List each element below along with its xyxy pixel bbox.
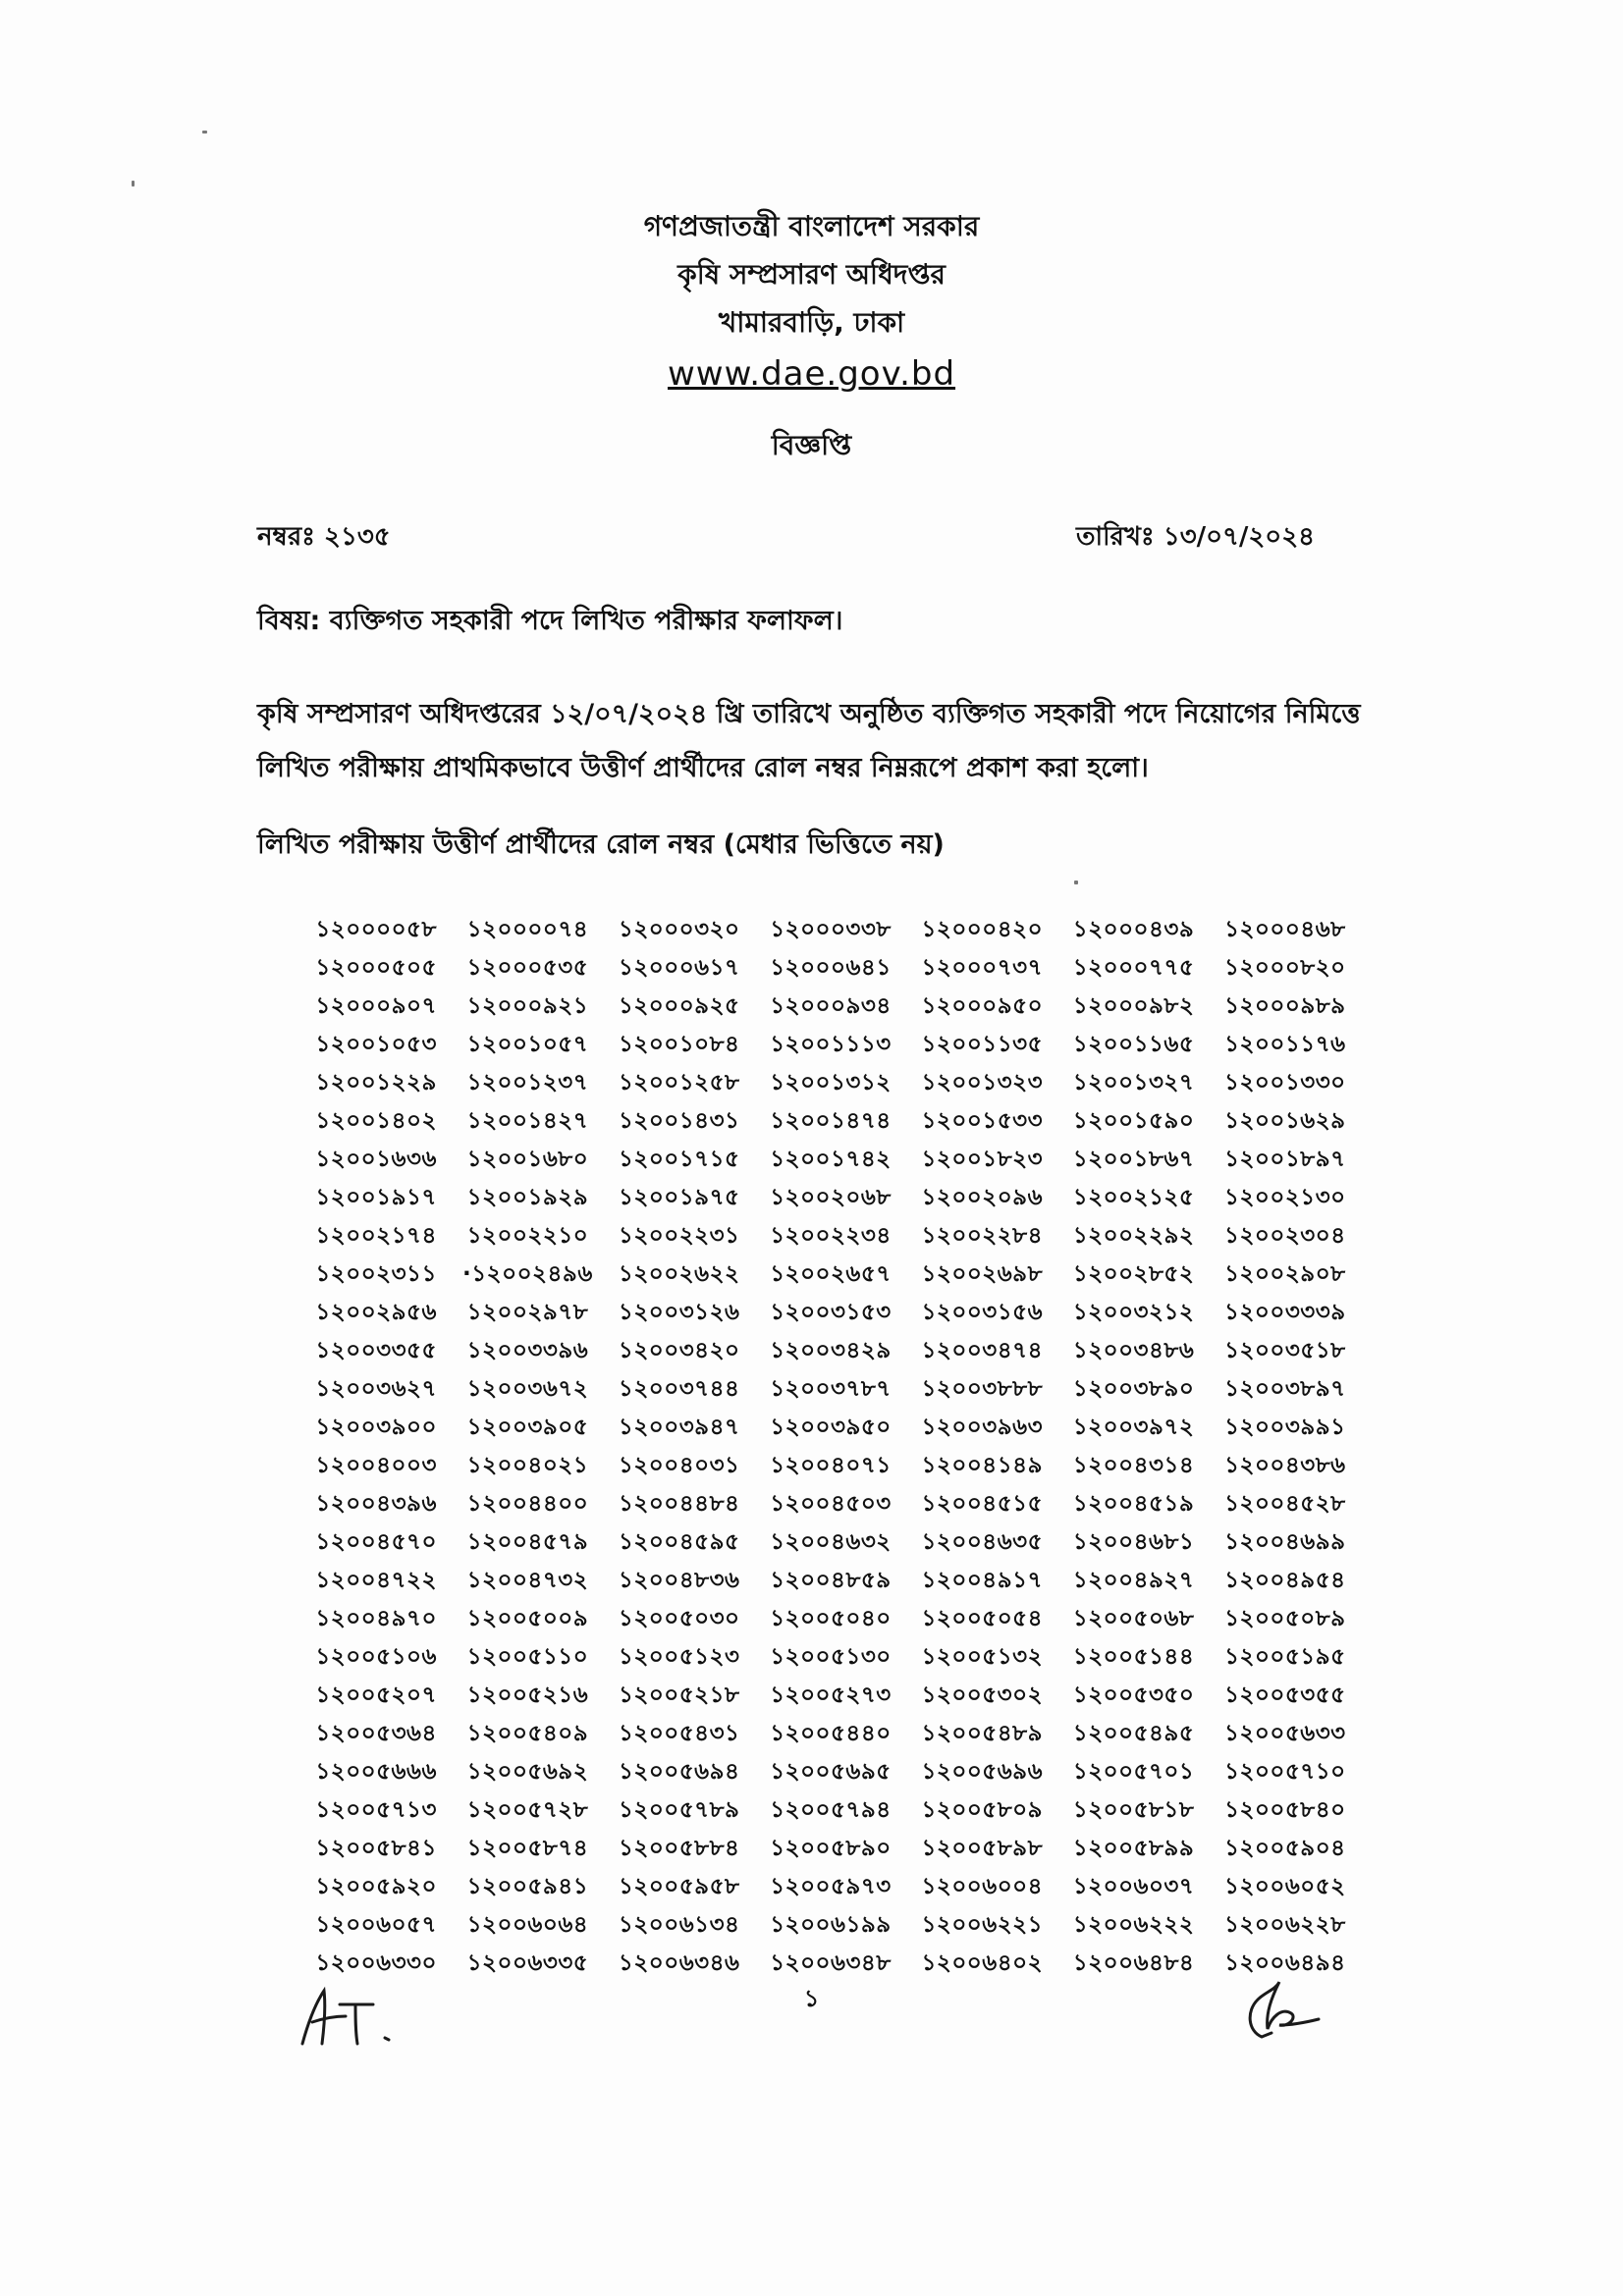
table-row — [300, 1370, 1361, 1409]
roll-number-cell: ১২০০২১২৫ — [1072, 1185, 1195, 1210]
roll-number-cell: ১২০০৪৮৫৯ — [770, 1568, 892, 1593]
roll-number-cell: ১২০০৪৯৭০ — [315, 1606, 437, 1631]
roll-number-cell: ১২০০৪৫২৮ — [1224, 1491, 1346, 1517]
table-row — [300, 1562, 1361, 1600]
roll-number-cell: ১২০০৬০৩৭ — [1072, 1874, 1195, 1899]
roll-number-cell: ১২০০৩৯০৫ — [466, 1415, 589, 1440]
roll-number-cell: ১২০০৪০০৩ — [315, 1453, 437, 1478]
roll-number-cell: ১২০০৫৮৭৪ — [466, 1836, 589, 1861]
roll-number-cell: ১২০০৬১৩৪ — [618, 1912, 740, 1938]
roll-number-cell: ১২০০৬১৯৯ — [770, 1912, 892, 1938]
roll-number-cell: ১২০০০০৭৪ — [466, 917, 589, 942]
table-row — [300, 1753, 1361, 1791]
roll-number-cell: ১২০০১২৩৭ — [466, 1070, 589, 1095]
scan-speck — [202, 131, 207, 133]
roll-number-cell: ১২০০১৯১৭ — [315, 1185, 437, 1210]
roll-number-cell: ১২০০০৩২০ — [618, 917, 740, 942]
roll-number-cell: ১২০০৪৮৩৬ — [618, 1568, 740, 1593]
roll-number-cell: ১২০০৫০৩০ — [618, 1606, 740, 1631]
roll-number-cell: ১২০০০৯২১ — [466, 993, 589, 1019]
roll-number-cell: ১২০০১৭১৫ — [618, 1147, 740, 1172]
roll-number-cell: ১২০০৩৯৬৩ — [921, 1415, 1044, 1440]
roll-number-cell: ১২০০৫৮৮৪ — [618, 1836, 740, 1861]
roll-number-cell: ১২০০৪৫০৩ — [770, 1491, 892, 1517]
roll-number-cell: ১২০০৩৭৪৪ — [618, 1376, 740, 1402]
roll-number-cell: ১২০০৬২২১ — [921, 1912, 1044, 1938]
roll-number-cell: ১২০০৩৮৮৮ — [921, 1376, 1044, 1402]
roll-number-cell: ১২০০১৩৩০ — [1224, 1070, 1346, 1095]
roll-number-cell: ১২০০৫৮৯৮ — [921, 1836, 1044, 1861]
table-row — [300, 1102, 1361, 1141]
roll-number-cell: ১২০০৫৩৬৪ — [315, 1721, 437, 1746]
roll-number-cell: ১২০০৪৯৫৪ — [1224, 1568, 1346, 1593]
roll-number-cell: ১২০০০৩৩৮ — [770, 917, 892, 942]
roll-number-cell: ১২০০৩৪২০ — [618, 1338, 740, 1363]
roll-number-cell: ১২০০৪৩৯৬ — [315, 1491, 437, 1517]
roll-number-cell: ১২০০৬৪৮৪ — [1072, 1950, 1195, 1976]
roll-number-cell: ১২০০৪৬৮১ — [1072, 1529, 1195, 1555]
roll-number-cell: ১২০০২৬৫৭ — [770, 1261, 892, 1287]
roll-number-cell: ১২০০১৮২৩ — [921, 1147, 1044, 1172]
scan-speck — [1074, 881, 1078, 884]
roll-number-cell: ১২০০২৮৫২ — [1072, 1261, 1195, 1287]
roll-number-cell: ১২০০২২৩১ — [618, 1223, 740, 1249]
roll-number-cell: ১২০০৪৯১৭ — [921, 1568, 1044, 1593]
reference-number: নম্বরঃ ২১৩৫ — [257, 522, 391, 552]
roll-number-cell: ১২০০৫৮৪১ — [315, 1836, 437, 1861]
roll-number-cell: ১২০০২২১০ — [466, 1223, 589, 1249]
roll-number-cell: ১২০০৪০৩১ — [618, 1453, 740, 1478]
roll-number-cell: ১২০০৬০৫৭ — [315, 1912, 437, 1938]
roll-number-cell: ১২০০৩৯৫০ — [770, 1415, 892, 1440]
roll-number-cell: ১২০০৪৪৮৪ — [618, 1491, 740, 1517]
roll-number-cell: ১২০০৪৬৩২ — [770, 1529, 892, 1555]
roll-number-cell: ১২০০৫১৯৫ — [1224, 1644, 1346, 1670]
roll-number-cell: ১২০০০৯৮৯ — [1224, 993, 1346, 1019]
roll-number-cell: ১২০০৫৮০৯ — [921, 1797, 1044, 1823]
roll-number-cell: ১২০০৩৪৮৬ — [1072, 1338, 1195, 1363]
roll-number-cell: ১২০০২৩১১ — [315, 1261, 437, 1287]
roll-number-cell: ১২০০৩১৫৬ — [921, 1300, 1044, 1325]
roll-number-cell: ১২০০৩১২৬ — [618, 1300, 740, 1325]
roll-number-cell: ১২০০০৫৩৫ — [466, 955, 589, 981]
roll-number-cell: ১২০০৩৮৯০ — [1072, 1376, 1195, 1402]
roll-number-cell: ১২০০৪১৪৯ — [921, 1453, 1044, 1478]
roll-number-cell: ১২০০৪৩৮৬ — [1224, 1453, 1346, 1478]
signature-right — [1232, 1968, 1325, 2047]
table-row — [300, 1026, 1361, 1064]
roll-number-cell: ১২০০৬৪০২ — [921, 1950, 1044, 1976]
roll-number-cell: ১২০০০৭৭৫ — [1072, 955, 1195, 981]
table-row — [300, 1447, 1361, 1485]
table-row — [300, 1945, 1361, 1983]
roll-number-cell: ১২০০৫৭১০ — [1224, 1759, 1346, 1785]
department-name: কৃষি সম্প্রসারণ অধিদপ্তর — [677, 258, 946, 291]
roll-number-cell: ১২০০৩৩৫৫ — [315, 1338, 437, 1363]
roll-number-cell: ১২০০৪৯২৭ — [1072, 1568, 1195, 1593]
roll-number-cell: ১২০০৩৯০০ — [315, 1415, 437, 1440]
roll-number-cell: ১২০০৫৭১৩ — [315, 1797, 437, 1823]
roll-number-cell: ১২০০৫৮৯০ — [770, 1836, 892, 1861]
roll-number-cell: ১২০০৩২১২ — [1072, 1300, 1195, 1325]
roll-number-cell: ১২০০০৪৩৯ — [1072, 917, 1195, 942]
roll-number-cell: ১২০০৬০৫২ — [1224, 1874, 1346, 1899]
table-row — [300, 1677, 1361, 1715]
roll-number-cell: ১২০০১১১৩ — [770, 1032, 892, 1057]
roll-number-cell: ১২০০৫৩০২ — [921, 1682, 1044, 1708]
roll-number-cell: ১২০০৪০৭১ — [770, 1453, 892, 1478]
roll-number-cell: ১২০০২৯০৮ — [1224, 1261, 1346, 1287]
roll-number-cell: ১২০০১৭৪২ — [770, 1147, 892, 1172]
roll-number-cell: ১২০০৫১৩২ — [921, 1644, 1044, 1670]
table-row — [300, 1332, 1361, 1370]
table-row — [300, 1906, 1361, 1945]
roll-number-cell: ১২০০৬৩৪৬ — [618, 1950, 740, 1976]
table-row — [300, 1715, 1361, 1753]
roll-number-cell: ১২০০০৪৬৮ — [1224, 917, 1346, 942]
roll-number-cell: ১২০০২১৩০ — [1224, 1185, 1346, 1210]
roll-number-cell: ১২০০৫৭০১ — [1072, 1759, 1195, 1785]
roll-number-cell: ১২০০৪৬৯৯ — [1224, 1529, 1346, 1555]
roll-number-cell: ১২০০১১৩৫ — [921, 1032, 1044, 1057]
table-row — [300, 1868, 1361, 1906]
table-row — [300, 1141, 1361, 1179]
roll-number-cell: ১২০০৪৭২২ — [315, 1568, 437, 1593]
roll-number-cell: ১২০০৬২২২ — [1072, 1912, 1195, 1938]
roll-number-cell: ১২০০৫০০৯ — [466, 1606, 589, 1631]
table-row — [300, 1409, 1361, 1447]
roll-number-cell: ১২০০৫২১৮ — [618, 1682, 740, 1708]
roll-number-cell: ১২০০৪৩১৪ — [1072, 1453, 1195, 1478]
table-row — [300, 1600, 1361, 1638]
roll-number-table — [300, 911, 1361, 1983]
roll-number-cell: ১২০০৫১১০ — [466, 1644, 589, 1670]
roll-number-cell: ১২০০১৩২৭ — [1072, 1070, 1195, 1095]
roll-number-cell: ১২০০৩৯৯১ — [1224, 1415, 1346, 1440]
roll-number-cell: ১২০০৫৯০৪ — [1224, 1836, 1346, 1861]
table-row — [300, 1294, 1361, 1332]
table-row — [300, 949, 1361, 988]
roll-number-cell: ১২০০২১৭৪ — [315, 1223, 437, 1249]
roll-number-cell: ১২০০০৬৪১ — [770, 955, 892, 981]
roll-number-cell: ১২০০০৮২০ — [1224, 955, 1346, 981]
roll-number-cell: ১২০০১০৮৪ — [618, 1032, 740, 1057]
table-row — [300, 1638, 1361, 1677]
roll-number-cell: ১২০০১২৫৮ — [618, 1070, 740, 1095]
table-row — [300, 1523, 1361, 1562]
roll-number-cell: ১২০০৫৮৪০ — [1224, 1797, 1346, 1823]
roll-number-cell: ১২০০৫৭৯৪ — [770, 1797, 892, 1823]
roll-number-cell: ১২০০০৭৩৭ — [921, 955, 1044, 981]
table-row — [300, 1255, 1361, 1294]
table-row — [300, 1485, 1361, 1523]
roll-number-cell: ১২০০১৯২৯ — [466, 1185, 589, 1210]
roll-number-cell: ১২০০৪৭৩২ — [466, 1568, 589, 1593]
roll-number-cell: ১২০০১০৫৭ — [466, 1032, 589, 1057]
roll-number-cell: ১২০০৫৮১৮ — [1072, 1797, 1195, 1823]
roll-number-cell: ১২০০১৫৩৩ — [921, 1108, 1044, 1134]
roll-number-cell: ১২০০৪৫৭৯ — [466, 1529, 589, 1555]
roll-number-cell: ১২০০৩৬২৭ — [315, 1376, 437, 1402]
roll-number-cell: ১২০০১১৬৫ — [1072, 1032, 1195, 1057]
government-name: গণপ্রজাতন্ত্রী বাংলাদেশ সরকার — [643, 210, 980, 242]
roll-number-cell: ১২০০৫৩৫০ — [1072, 1682, 1195, 1708]
roll-number-cell: ১২০০৬৩৪৮ — [770, 1950, 892, 1976]
roll-number-cell: ১২০০১৩১২ — [770, 1070, 892, 1095]
roll-number-cell: ১২০০৫৪৯৫ — [1072, 1721, 1195, 1746]
roll-number-cell: ১২০০২২৮৪ — [921, 1223, 1044, 1249]
roll-number-cell: ১২০০৫১৩০ — [770, 1644, 892, 1670]
roll-number-cell: ১২০০২৬৯৮ — [921, 1261, 1044, 1287]
roll-number-cell: ১২০০৬৩৩৫ — [466, 1950, 589, 1976]
table-row — [300, 1179, 1361, 1217]
roll-number-cell: ১২০০৬০০৪ — [921, 1874, 1044, 1899]
roll-number-cell: ১২০০৩৫১৮ — [1224, 1338, 1346, 1363]
roll-number-cell: ১২০০৫৩৫৫ — [1224, 1682, 1346, 1708]
roll-number-cell: ১২০০০৯৩৪ — [770, 993, 892, 1019]
website-link[interactable]: www.dae.gov.bd — [667, 354, 956, 394]
roll-number-cell: ১২০০৫৭৮৯ — [618, 1797, 740, 1823]
roll-number-cell: ১২০০৪৫৯৫ — [618, 1529, 740, 1555]
roll-number-cell: ১২০০১৩২৩ — [921, 1070, 1044, 1095]
roll-number-cell: ১২০০৩৩৯৬ — [466, 1338, 589, 1363]
roll-number-cell: ১২০০৬০৬৪ — [466, 1912, 589, 1938]
roll-number-cell: ১২০০৫০৬৮ — [1072, 1606, 1195, 1631]
roll-number-cell: ১২০০৫৬৯২ — [466, 1759, 589, 1785]
roll-number-cell: ১২০০৫৯৪১ — [466, 1874, 589, 1899]
roll-number-cell: ১২০০৫১২৩ — [618, 1644, 740, 1670]
roll-number-cell: ১২০০৩৯৪৭ — [618, 1415, 740, 1440]
roll-number-cell: ১২০০২৩০৪ — [1224, 1223, 1346, 1249]
roll-number-cell: ১২০০০৯০৭ — [315, 993, 437, 1019]
roll-number-cell: ১২০০৫৪৮৯ — [921, 1721, 1044, 1746]
roll-number-cell: ১২০০১৪৩১ — [618, 1108, 740, 1134]
roll-number-cell: ১২০০০০৫৮ — [315, 917, 437, 942]
roll-number-cell: ১২০০০৯৮২ — [1072, 993, 1195, 1019]
table-row — [300, 1217, 1361, 1255]
letterhead — [0, 202, 1623, 400]
roll-number-cell: ১২০০১৬৩৬ — [315, 1147, 437, 1172]
roll-number-cell: ১২০০১৬৮০ — [466, 1147, 589, 1172]
roll-number-cell: ১২০০২২৯২ — [1072, 1223, 1195, 1249]
roll-number-cell: ১২০০৩৬৭২ — [466, 1376, 589, 1402]
roll-number-cell: ১২০০৩৪২৯ — [770, 1338, 892, 1363]
notice-title: বিজ্ঞপ্তি — [771, 429, 852, 461]
roll-number-cell: ১২০০১৫৯০ — [1072, 1108, 1195, 1134]
roll-number-cell: ১২০০৫৪৪০ — [770, 1721, 892, 1746]
roll-number-cell: ১২০০৫০৪০ — [770, 1606, 892, 1631]
scan-speck — [132, 181, 135, 187]
roll-number-cell: ১২০০৩৮৯৭ — [1224, 1376, 1346, 1402]
roll-number-cell: ১২০০৫৬৬৬ — [315, 1759, 437, 1785]
roll-number-cell: ১২০০৫০৮৯ — [1224, 1606, 1346, 1631]
table-row — [300, 911, 1361, 949]
roll-number-cell: ১২০০০৯৫০ — [921, 993, 1044, 1019]
roll-number-cell: ১২০০৫৯৫৮ — [618, 1874, 740, 1899]
roll-number-cell: ১২০০১১৭৬ — [1224, 1032, 1346, 1057]
roll-number-cell: ১২০০৪৬৩৫ — [921, 1529, 1044, 1555]
roll-number-cell: ১২০০৫৬৯৬ — [921, 1759, 1044, 1785]
roll-number-cell: ১২০০৫১০৬ — [315, 1644, 437, 1670]
roll-number-cell: ১২০০০৬১৭ — [618, 955, 740, 981]
roll-number-cell: ১২০০৫৪০৯ — [466, 1721, 589, 1746]
roll-number-cell: ১২০০২৯৫৬ — [315, 1300, 437, 1325]
roll-number-cell: ১২০০৩৭৮৭ — [770, 1376, 892, 1402]
page-number: ১ — [803, 1985, 820, 2012]
subject-line: বিষয়: ব্যক্তিগত সহকারী পদে লিখিত পরীক্ষার ফলাফল। — [257, 606, 843, 636]
roll-number-cell: ১২০০৬৪৯৪ — [1224, 1950, 1346, 1976]
table-row — [300, 988, 1361, 1026]
notice-body: কৃষি সম্প্রসারণ অধিদপ্তরের ১২/০৭/২০২৪ খ্রি তারিখে অনুষ্ঠিত ব্যক্তিগত সহকারী পদে নিয়োগের নিমিত্তে লিখিত পরীক্ষায় প্রাথমিকভাবে উত্তীর্ণ প্রার্থীদের রোল নম্বর নিম্নরূপে প্রকাশ করা হলো। — [257, 699, 1361, 783]
roll-number-cell: ১২০০৩৩৩৯ — [1224, 1300, 1346, 1325]
roll-number-cell: ১২০০৩১৫৩ — [770, 1300, 892, 1325]
roll-number-cell: ১২০০৫২১৬ — [466, 1682, 589, 1708]
roll-number-cell: ১২০০৫৪৩১ — [618, 1721, 740, 1746]
roll-number-cell: ১২০০৪৪০০ — [466, 1491, 589, 1517]
roll-number-cell: ১২০০১৮৯৭ — [1224, 1147, 1346, 1172]
roll-number-cell: ১২০০১৪২৭ — [466, 1108, 589, 1134]
roll-number-cell: ১২০০৫২৭৩ — [770, 1682, 892, 1708]
roll-number-cell: ১২০০৩৯৭২ — [1072, 1415, 1195, 1440]
roll-number-cell: ১২০০০৯২৫ — [618, 993, 740, 1019]
table-row — [300, 1064, 1361, 1102]
roll-number-cell: ১২০০২০৬৮ — [770, 1185, 892, 1210]
roll-number-cell: ১২০০১২২৯ — [315, 1070, 437, 1095]
roll-number-cell: ১২০০৫১৪৪ — [1072, 1644, 1195, 1670]
roll-number-cell: ১২০০৫২০৭ — [315, 1682, 437, 1708]
roll-number-cell: ১২০০২২৩৪ — [770, 1223, 892, 1249]
roll-number-cell: ১২০০৫৬৩৩ — [1224, 1721, 1346, 1746]
table-row — [300, 1830, 1361, 1868]
roll-list-title: লিখিত পরীক্ষায় উত্তীর্ণ প্রার্থীদের রোল নম্বর (মেধার ভিত্তিতে নয়) — [257, 829, 945, 860]
roll-number-cell: ১২০০৪০২১ — [466, 1453, 589, 1478]
office-location: খামারবাড়ি, ঢাকা — [718, 306, 905, 339]
roll-number-cell: ১২০০০৫০৫ — [315, 955, 437, 981]
roll-number-cell: ১২০০৫৯২০ — [315, 1874, 437, 1899]
roll-number-cell: ১২০০৬৩৩০ — [315, 1950, 437, 1976]
roll-number-cell: ১২০০৫০৫৪ — [921, 1606, 1044, 1631]
roll-number-cell: ১২০০১৪৭৪ — [770, 1108, 892, 1134]
roll-number-cell: ১২০০৩৪৭৪ — [921, 1338, 1044, 1363]
roll-number-cell: ১২০০১০৫৩ — [315, 1032, 437, 1057]
roll-number-cell: ১২০০৫৯৭৩ — [770, 1874, 892, 1899]
roll-number-cell: ১২০০৬২২৮ — [1224, 1912, 1346, 1938]
roll-number-cell: ১২০০২৬২২ — [618, 1261, 740, 1287]
roll-number-cell: ১২০০১৪০২ — [315, 1108, 437, 1134]
reference-date: তারিখঃ ১৩/০৭/২০২৪ — [1076, 522, 1315, 552]
roll-number-cell: ১২০০৫৭২৮ — [466, 1797, 589, 1823]
roll-number-cell: ১২০০৫৬৯৪ — [618, 1759, 740, 1785]
roll-number-cell: ১২০০৫৮৯৯ — [1072, 1836, 1195, 1861]
roll-number-cell: ১২০০২০৯৬ — [921, 1185, 1044, 1210]
table-row — [300, 1791, 1361, 1830]
roll-number-cell: ১২০০৪৫১৯ — [1072, 1491, 1195, 1517]
roll-number-cell: ১২০০৪৫৭০ — [315, 1529, 437, 1555]
roll-number-cell: ·১২০০২৪৯৬ — [462, 1261, 593, 1287]
roll-number-cell: ১২০০১৬২৯ — [1224, 1108, 1346, 1134]
roll-number-cell: ১২০০১৯৭৫ — [618, 1185, 740, 1210]
roll-number-cell: ১২০০০৪২০ — [921, 917, 1044, 942]
roll-number-cell: ১২০০৪৫১৫ — [921, 1491, 1044, 1517]
roll-number-cell: ১২০০২৯৭৮ — [466, 1300, 589, 1325]
roll-number-cell: ১২০০৫৬৯৫ — [770, 1759, 892, 1785]
roll-number-cell: ১২০০১৮৬৭ — [1072, 1147, 1195, 1172]
